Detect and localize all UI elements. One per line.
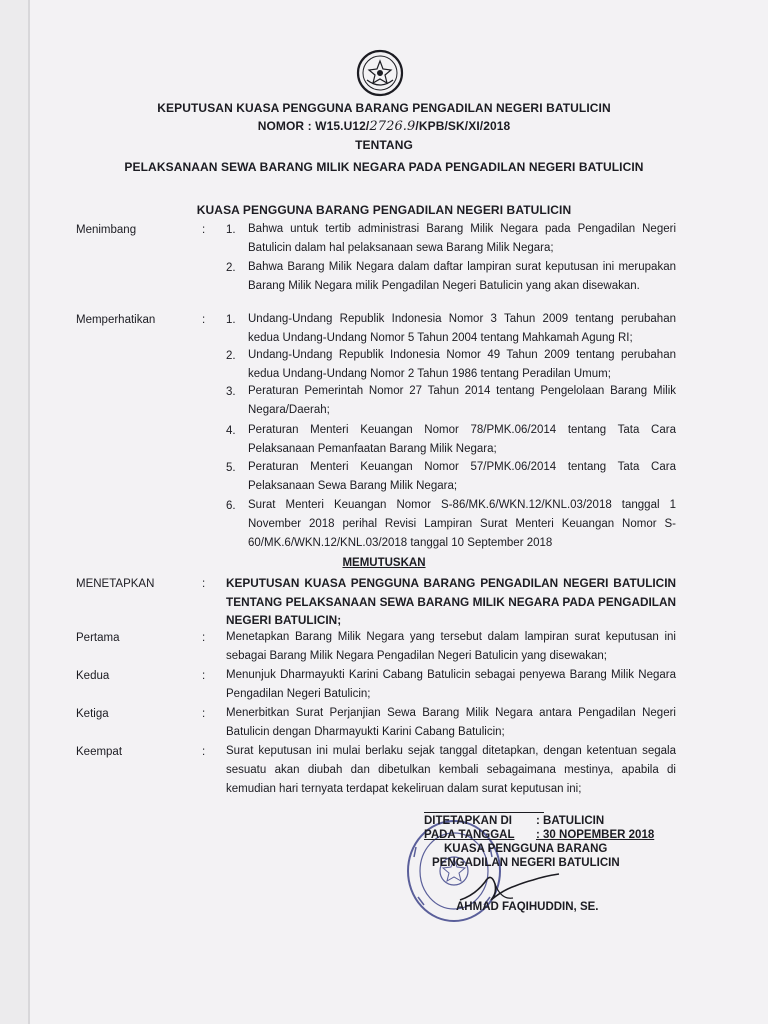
memutuskan-heading: MEMUTUSKAN [342, 557, 426, 569]
memperhatikan-item: Surat Menteri Keuangan Nomor S-86/MK.6/WKN.12/KNL.03/2018 tanggal 1 November 2018 perihal Revisi Lampiran Surat Menteri Keuangan Nomor S-60/MK.6/WKN.12/KNL.03/2018 tanggal 10 September 2018 [248, 499, 676, 549]
nomor-handwritten: 2726.9 [369, 119, 416, 134]
memperhatikan-item-number: 2. [226, 350, 236, 362]
menetapkan-colon: : [202, 578, 206, 590]
memperhatikan-item-number: 5. [226, 462, 236, 474]
memperhatikan-item-number: 3. [226, 386, 236, 398]
court-emblem-logo [355, 48, 405, 98]
memperhatikan-item: Peraturan Pemerintah Nomor 27 Tahun 2014 tentang Pengelolaan Barang Milik Negara/Daerah; [248, 385, 676, 416]
keempat-colon: : [202, 746, 206, 758]
memperhatikan-item: Peraturan Menteri Keuangan Nomor 78/PMK.06/2014 tentang Tata Cara Pelaksanaan Pemanfaatan Barang Milik Negara; [248, 424, 676, 455]
memperhatikan-item: Peraturan Menteri Keuangan Nomor 57/PMK.06/2014 tentang Tata Cara Pelaksanaan Sewa Barang Milik Negara; [248, 461, 676, 492]
ketiga-label: Ketiga [76, 708, 109, 720]
menetapkan-text: KEPUTUSAN KUASA PENGGUNA BARANG PENGADILAN NEGERI BATULICIN TENTANG PELAKSANAAN SEWA BARANG MILIK NEGARA PADA PENGADILAN NEGERI BATULICIN; [226, 576, 676, 627]
kedua-colon: : [202, 670, 206, 682]
pertama-colon: : [202, 632, 206, 644]
memperhatikan-colon: : [202, 314, 206, 326]
ditetapkan-value: : BATULICIN [536, 815, 605, 827]
menimbang-label: Menimbang [76, 224, 137, 236]
decree-subject: PELAKSANAAN SEWA BARANG MILIK NEGARA PADA PENGADILAN NEGERI BATULICIN [124, 160, 644, 174]
tanggal-label: PADA TANGGAL [424, 829, 515, 841]
decree-number [0, 119, 768, 134]
menimbang-item: Bahwa untuk tertib administrasi Barang Milik Negara pada Pengadilan Negeri Batulicin dalam hal pelaksanaan sewa Barang Milik Negara; [248, 223, 676, 254]
page-edge [28, 0, 30, 1024]
nomor-suffix: /KPB/SK/XI/2018 [415, 119, 511, 133]
memperhatikan-label: Memperhatikan [76, 314, 156, 326]
keempat-label: Keempat [76, 746, 123, 758]
kedua-text: Menunjuk Dharmayukti Karini Cabang Batulicin sebagai penyewa Barang Milik Negara Pengadilan Negeri Batulicin; [226, 669, 676, 700]
memperhatikan-item-number: 4. [226, 425, 236, 437]
menimbang-item-number: 2. [226, 262, 236, 274]
ketiga-colon: : [202, 708, 206, 720]
ketiga-text: Menerbitkan Surat Perjanjian Sewa Barang Milik Negara antara Pengadilan Negeri Batulicin dengan Dharmayukti Karini Cabang Batulicin; [226, 707, 676, 738]
memperhatikan-item: Undang-Undang Republik Indonesia Nomor 3 Tahun 2009 tentang perubahan kedua Undang-Undang Nomor 5 Tahun 2004 tentang Mahkamah Agung RI; [248, 313, 676, 344]
memperhatikan-item-number: 1. [226, 314, 236, 326]
pertama-text: Menetapkan Barang Milik Negara yang tersebut dalam lampiran surat keputusan ini sebagai Barang Milik Negara Pengadilan Negeri Batulicin yang disewakan; [226, 631, 676, 662]
menimbang-item-number: 1. [226, 224, 236, 236]
signature-top-rule [424, 812, 544, 813]
issuer-heading: KUASA PENGGUNA BARANG PENGADILAN NEGERI BATULICIN [196, 203, 572, 217]
signatory-office: PENGADILAN NEGERI BATULICIN [432, 857, 620, 869]
menimbang-item: Bahwa Barang Milik Negara dalam daftar lampiran surat keputusan ini merupakan Barang Milik Negara milik Pengadilan Negeri Batulicin yang akan disewakan. [248, 261, 676, 292]
keempat-text: Surat keputusan ini mulai berlaku sejak tanggal ditetapkan, dengan ketentuan segala sesuatu akan diubah dan dibetulkan kembali sebagaimana mestinya, apabila di kemudian hari ternyata terdapat kekeliruan dalam surat keputusan ini; [226, 745, 676, 795]
tanggal-value: : 30 NOPEMBER 2018 [536, 829, 655, 841]
memperhatikan-item: Undang-Undang Republik Indonesia Nomor 49 Tahun 2009 tentang perubahan kedua Undang-Undang Nomor 2 Tahun 1986 tentang Peradilan Umum; [248, 349, 676, 380]
nomor-prefix: NOMOR : W15.U12/ [257, 119, 370, 133]
tentang-heading: TENTANG [355, 138, 413, 152]
memperhatikan-item-number: 6. [226, 500, 236, 512]
pertama-label: Pertama [76, 632, 120, 644]
ditetapkan-label: DITETAPKAN DI [424, 815, 512, 827]
menimbang-colon: : [202, 224, 206, 236]
signatory-name: AHMAD FAQIHUDDIN, SE. [456, 901, 599, 913]
kedua-label: Kedua [76, 670, 110, 682]
decree-title: KEPUTUSAN KUASA PENGGUNA BARANG PENGADILAN NEGERI BATULICIN [157, 101, 611, 115]
signatory-title: KUASA PENGGUNA BARANG [444, 843, 608, 855]
menetapkan-label: MENETAPKAN [76, 578, 155, 590]
